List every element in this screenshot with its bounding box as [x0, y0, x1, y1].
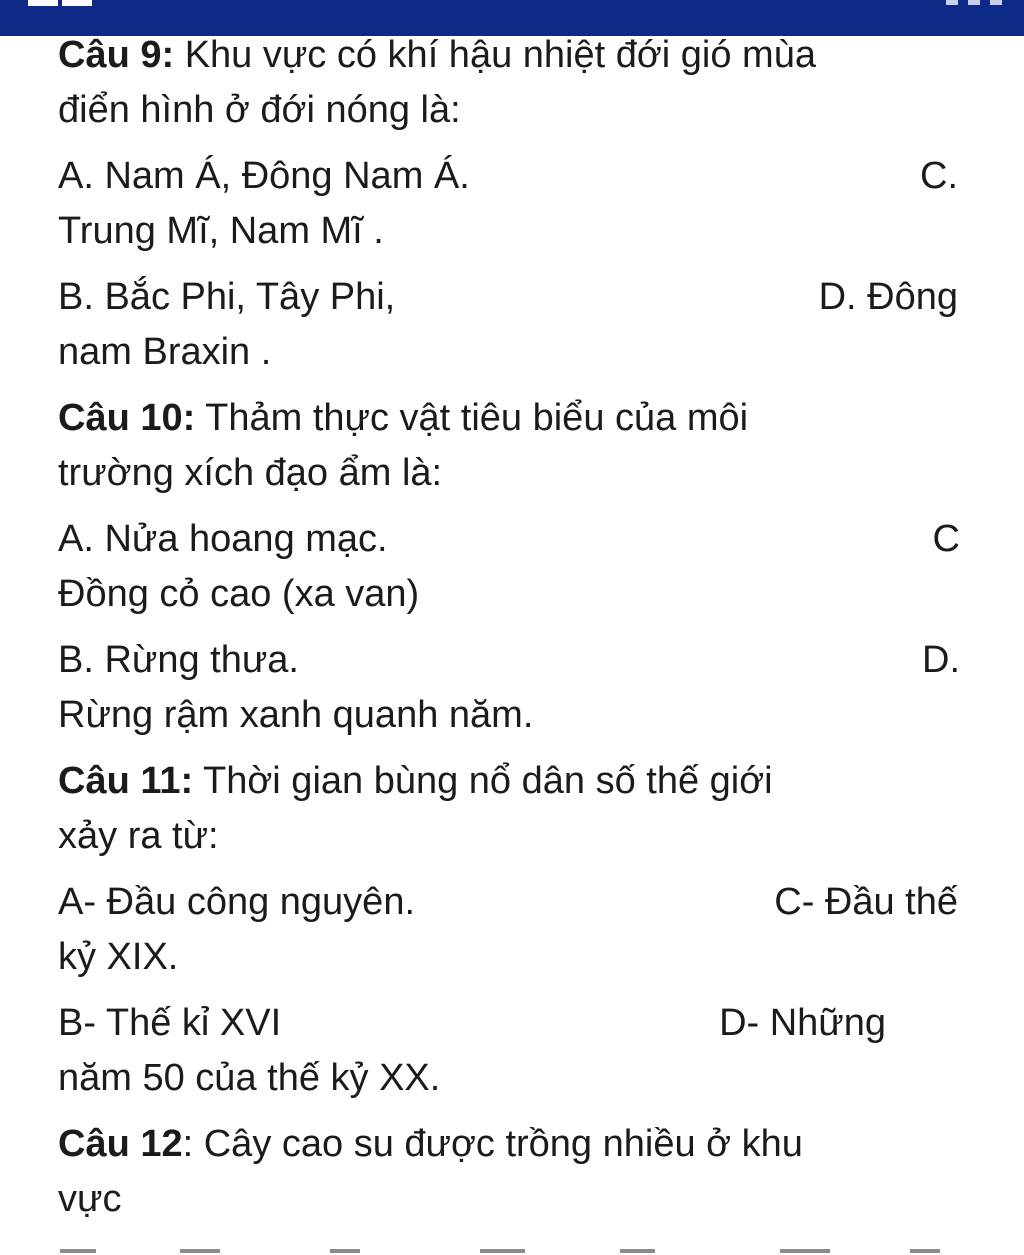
question-9 — [58, 28, 958, 138]
question-9-option-a: A. Nam Á, Đông Nam Á. — [58, 155, 470, 197]
question-9-option-d-end: nam Braxin . — [58, 331, 272, 373]
question-12-text-line1: : Cây cao su được trồng nhiều ở khu — [182, 1123, 803, 1165]
question-9-options-ac — [58, 149, 958, 259]
question-10-option-b: B. Rừng thưa. — [58, 639, 299, 681]
question-11-label: Câu 11: — [58, 760, 194, 802]
question-10-option-d-end: Rừng rậm xanh quanh năm. — [58, 694, 534, 736]
question-9-option-c-start: C. — [920, 155, 958, 197]
question-9-stem — [58, 28, 958, 83]
question-10-option-d-start: D. — [922, 639, 960, 681]
question-11-option-d-end: năm 50 của thế kỷ XX. — [58, 1057, 441, 1099]
question-10-text-line2: trường xích đạo ẩm là: — [58, 452, 443, 494]
question-12-label: Câu 12 — [58, 1123, 183, 1165]
status-icons — [922, 0, 1002, 6]
cut-off-text-line — [60, 1246, 960, 1255]
question-11-option-c-end: kỷ XIX. — [58, 936, 179, 978]
question-9-text-line2: điển hình ở đới nóng là: — [58, 89, 461, 131]
question-11 — [58, 754, 958, 864]
question-9-option-d-start: D. Đông — [818, 276, 958, 318]
question-11-option-d-start: D- Những — [719, 1002, 886, 1044]
question-11-text-line1: Thời gian bùng nổ dân số thế giới — [193, 760, 773, 802]
question-12 — [58, 1117, 958, 1227]
question-10-option-c-end: Đồng cỏ cao (xa van) — [58, 573, 420, 615]
question-11-option-a: A- Đầu công nguyên. — [58, 881, 416, 923]
question-10-text-line1: Thảm thực vật tiêu biểu của môi — [195, 397, 749, 439]
question-11-option-c-start: C- Đầu thế — [774, 881, 958, 923]
question-10 — [58, 391, 958, 501]
question-10-label: Câu 10: — [58, 397, 196, 439]
question-10-stem — [58, 391, 958, 446]
question-9-options-bd — [58, 270, 958, 380]
question-9-option-b: B. Bắc Phi, Tây Phi, — [58, 276, 396, 318]
question-11-options-bd — [58, 996, 958, 1106]
question-10-options-bd — [58, 633, 958, 743]
question-10-option-a: A. Nửa hoang mạc. — [58, 518, 388, 560]
question-12-text-line2: vực — [58, 1178, 122, 1220]
quiz-document — [58, 28, 958, 1238]
question-9-label: Câu 9: — [58, 34, 175, 76]
question-12-stem — [58, 1117, 958, 1172]
question-9-option-c-end: Trung Mĩ, Nam Mĩ . — [58, 210, 384, 252]
question-9-text-line1: Khu vực có khí hậu nhiệt đới gió mùa — [174, 34, 816, 76]
question-10-option-c-start: C — [932, 518, 960, 560]
question-10-options-ac — [58, 512, 958, 622]
question-11-text-line2: xảy ra từ: — [58, 815, 219, 857]
question-11-option-b: B- Thế kỉ XVI — [58, 1002, 282, 1044]
question-11-options-ac — [58, 875, 958, 985]
window-icon — [28, 0, 92, 6]
question-11-stem — [58, 754, 958, 809]
